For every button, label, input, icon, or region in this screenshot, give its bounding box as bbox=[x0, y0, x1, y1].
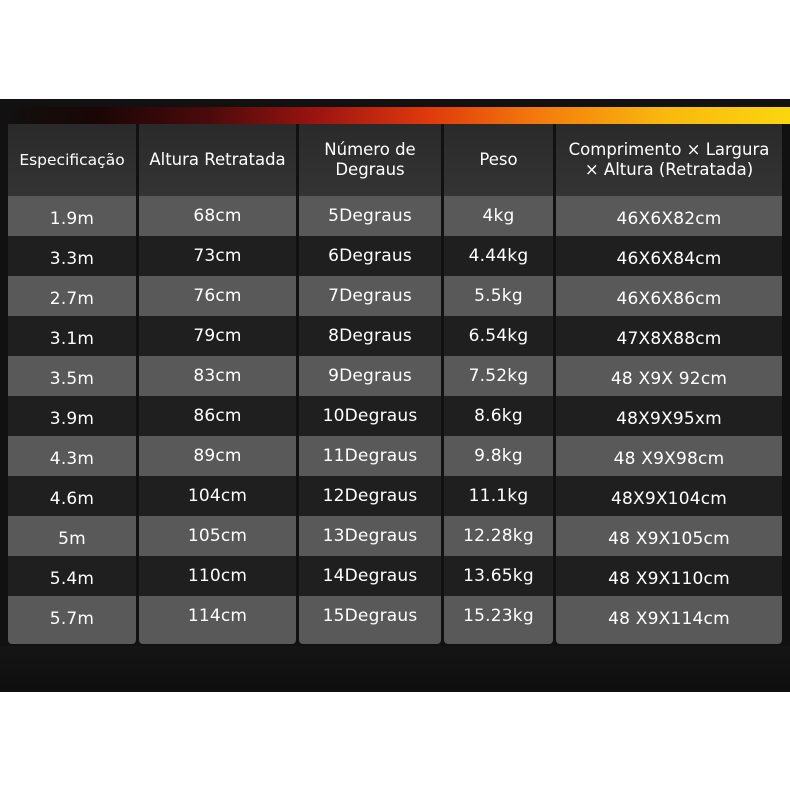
column-peso bbox=[444, 124, 553, 644]
table-cell: 3.9m bbox=[8, 396, 136, 436]
table-cell: 4.3m bbox=[8, 436, 136, 476]
table-cell: 11.1kg bbox=[444, 476, 553, 516]
column-numero-de-degraus bbox=[299, 124, 441, 644]
table-cell: 5.4m bbox=[8, 556, 136, 596]
table-cell: 86cm bbox=[139, 396, 296, 436]
table-cell: 4.6m bbox=[8, 476, 136, 516]
table-cell: 12.28kg bbox=[444, 516, 553, 556]
table-cell: 7Degraus bbox=[299, 276, 441, 316]
table-cell: 15.23kg bbox=[444, 596, 553, 636]
table-cell: 15Degraus bbox=[299, 596, 441, 636]
table-cell: 48 X9X110cm bbox=[556, 556, 782, 596]
table-cell: 9.8kg bbox=[444, 436, 553, 476]
table-cell: 48 X9X114cm bbox=[556, 596, 782, 636]
column-end-cap bbox=[444, 636, 553, 644]
table-cell: 7.52kg bbox=[444, 356, 553, 396]
table-cell: 47X8X88cm bbox=[556, 316, 782, 356]
table-cell: 5m bbox=[8, 516, 136, 556]
table-cell: 6Degraus bbox=[299, 236, 441, 276]
table-cell: 48X9X104cm bbox=[556, 476, 782, 516]
table-cell: 48 X9X 92cm bbox=[556, 356, 782, 396]
table-cell: 13Degraus bbox=[299, 516, 441, 556]
column-dimensoes bbox=[556, 124, 782, 644]
column-header: Número de Degraus bbox=[299, 124, 441, 196]
table-footer-area bbox=[0, 646, 790, 692]
table-cell: 89cm bbox=[139, 436, 296, 476]
table-cell: 73cm bbox=[139, 236, 296, 276]
column-especificacao bbox=[8, 124, 136, 644]
table-cell: 8Degraus bbox=[299, 316, 441, 356]
column-header: Comprimento × Largura × Altura (Retratada) bbox=[556, 124, 782, 196]
column-end-cap bbox=[139, 636, 296, 644]
column-header: Especificação bbox=[8, 124, 136, 196]
table-cell: 5Degraus bbox=[299, 196, 441, 236]
table-cell: 4kg bbox=[444, 196, 553, 236]
table-cell: 11Degraus bbox=[299, 436, 441, 476]
table-cell: 5.5kg bbox=[444, 276, 553, 316]
table-cell: 3.5m bbox=[8, 356, 136, 396]
table-cell: 76cm bbox=[139, 276, 296, 316]
table-cell: 3.3m bbox=[8, 236, 136, 276]
table-cell: 4.44kg bbox=[444, 236, 553, 276]
table-cell: 6.54kg bbox=[444, 316, 553, 356]
column-header: Altura Retratada bbox=[139, 124, 296, 196]
table-cell: 3.1m bbox=[8, 316, 136, 356]
table-cell: 9Degraus bbox=[299, 356, 441, 396]
table-cell: 8.6kg bbox=[444, 396, 553, 436]
table-cell: 14Degraus bbox=[299, 556, 441, 596]
table-cell: 13.65kg bbox=[444, 556, 553, 596]
column-altura-retratada bbox=[139, 124, 296, 644]
table-cell: 48X9X95xm bbox=[556, 396, 782, 436]
table-cell: 2.7m bbox=[8, 276, 136, 316]
table-cell: 68cm bbox=[139, 196, 296, 236]
column-end-cap bbox=[8, 636, 136, 644]
table-cell: 114cm bbox=[139, 596, 296, 636]
table-cell: 48 X9X98cm bbox=[556, 436, 782, 476]
column-header: Peso bbox=[444, 124, 553, 196]
table-cell: 46X6X84cm bbox=[556, 236, 782, 276]
gradient-accent-bar bbox=[0, 107, 790, 124]
table-cell: 46X6X82cm bbox=[556, 196, 782, 236]
table-cell: 46X6X86cm bbox=[556, 276, 782, 316]
table-cell: 110cm bbox=[139, 556, 296, 596]
table-cell: 12Degraus bbox=[299, 476, 441, 516]
table-cell: 105cm bbox=[139, 516, 296, 556]
table-cell: 1.9m bbox=[8, 196, 136, 236]
table-cell: 10Degraus bbox=[299, 396, 441, 436]
table-cell: 48 X9X105cm bbox=[556, 516, 782, 556]
table-cell: 104cm bbox=[139, 476, 296, 516]
column-end-cap bbox=[556, 636, 782, 644]
table-cell: 79cm bbox=[139, 316, 296, 356]
column-end-cap bbox=[299, 636, 441, 644]
table-cell: 83cm bbox=[139, 356, 296, 396]
table-cell: 5.7m bbox=[8, 596, 136, 636]
